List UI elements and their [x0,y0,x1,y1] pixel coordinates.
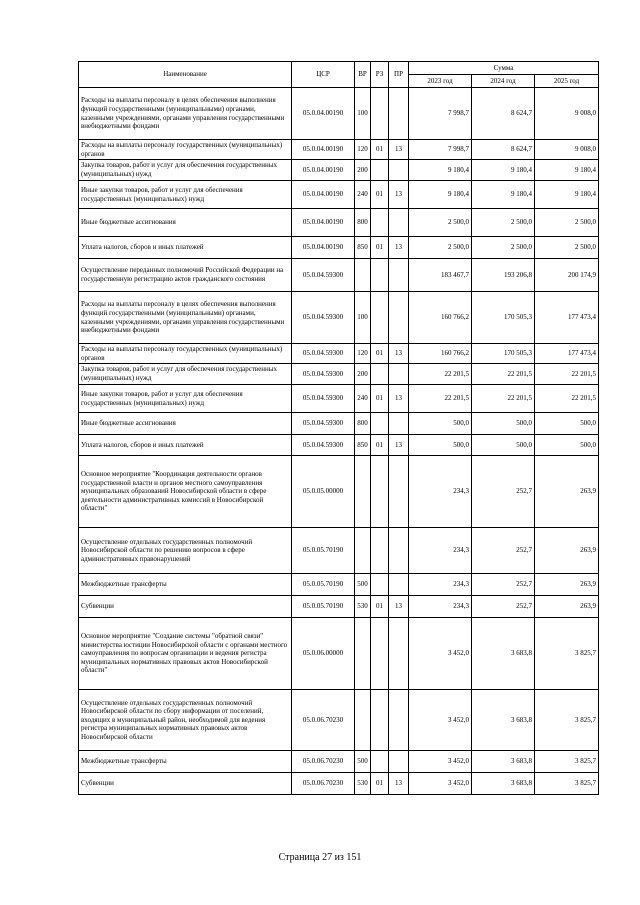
cell-vr: 530 [355,773,371,795]
header-csr: ЦСР [292,62,355,88]
header-sum: Сумма [409,62,599,75]
cell-csr: 05.0.04.00190 [292,181,355,209]
cell-y2023: 234,3 [409,528,472,574]
cell-rz [371,574,389,596]
cell-name: Субвенции [79,773,292,795]
cell-pr [389,364,409,385]
cell-pr [389,528,409,574]
cell-vr: 500 [355,574,371,596]
cell-name: Иные бюджетные ассигнования [79,209,292,237]
cell-csr: 05.0.05.70190 [292,574,355,596]
cell-y2025: 500,0 [535,435,599,456]
cell-y2025: 177 473,4 [535,344,599,364]
cell-pr [389,574,409,596]
cell-vr [355,618,371,690]
cell-name: Иные бюджетные ассигнования [79,413,292,435]
cell-csr: 05.0.05.00000 [292,456,355,528]
cell-csr: 05.0.04.59300 [292,344,355,364]
cell-y2023: 22 201,5 [409,364,472,385]
cell-rz [371,88,389,140]
table-row [79,435,599,456]
cell-y2024: 193 206,8 [472,259,535,292]
cell-y2024: 9 180,4 [472,160,535,181]
cell-rz [371,364,389,385]
cell-name: Осуществление отдельных государственных полномочий Новосибирской области по сбору информации от поселений, входящих в муниципальный район, необходимой для ведения регистра муниципальных нормативных правовых актов Новосибирской области [79,690,292,751]
table-body [79,88,599,795]
cell-y2024: 3 683,8 [472,751,535,773]
cell-y2024: 170 505,3 [472,292,535,344]
cell-y2023: 234,3 [409,596,472,618]
cell-csr: 05.0.04.59300 [292,435,355,456]
page-number: Страница 27 из 151 [278,852,362,863]
cell-pr [389,618,409,690]
cell-vr [355,528,371,574]
cell-name: Осуществление отдельных государственных полномочий Новосибирской области по решению вопросов в сфере административных правонарушений [79,528,292,574]
table-row [79,751,599,773]
cell-name: Основное мероприятие "Координация деятельности органов государственной власти и органов местного самоуправления муниципальных образований Новосибирской области в сфере деятельности административных комиссий в Новосибирской области" [79,456,292,528]
cell-rz [371,292,389,344]
cell-y2025: 9 008,0 [535,140,599,160]
cell-vr: 500 [355,751,371,773]
cell-y2024: 8 624,7 [472,88,535,140]
cell-rz: 01 [371,181,389,209]
cell-csr: 05.0.05.70190 [292,596,355,618]
cell-y2024: 22 201,5 [472,385,535,413]
table-row [79,456,599,528]
cell-vr: 850 [355,435,371,456]
cell-y2023: 3 452,0 [409,690,472,751]
cell-name: Осуществление переданных полномочий Российской Федерации на государственную регистрацию актов гражданского состояния [79,259,292,292]
cell-vr [355,259,371,292]
cell-rz: 01 [371,596,389,618]
table-row [79,385,599,413]
cell-rz: 01 [371,140,389,160]
table-row [79,528,599,574]
header-vr: ВР [355,62,371,88]
cell-pr: 13 [389,773,409,795]
cell-rz [371,209,389,237]
table-row [79,181,599,209]
cell-name: Закупка товаров, работ и услуг для обеспечения государственных (муниципальных) нужд [79,364,292,385]
cell-y2025: 263,9 [535,596,599,618]
cell-y2023: 7 998,7 [409,88,472,140]
table-row [79,292,599,344]
cell-pr [389,160,409,181]
cell-rz [371,751,389,773]
cell-csr: 05.0.06.70230 [292,751,355,773]
cell-vr: 530 [355,596,371,618]
cell-rz [371,528,389,574]
cell-pr [389,456,409,528]
cell-y2025: 500,0 [535,413,599,435]
cell-pr: 13 [389,596,409,618]
cell-rz [371,413,389,435]
cell-csr: 05.0.06.00000 [292,618,355,690]
cell-rz [371,259,389,292]
cell-name: Расходы на выплаты персоналу государственных (муниципальных) органов [79,140,292,160]
cell-name: Расходы на выплаты персоналу государственных (муниципальных) органов [79,344,292,364]
cell-y2024: 252,7 [472,528,535,574]
cell-vr: 240 [355,181,371,209]
cell-vr [355,690,371,751]
cell-name: Межбюджетные трансферты [79,751,292,773]
cell-y2025: 2 500,0 [535,237,599,259]
header-pr: ПР [389,62,409,88]
cell-y2024: 252,7 [472,456,535,528]
table-row [79,88,599,140]
cell-vr [355,456,371,528]
cell-y2023: 160 766,2 [409,344,472,364]
cell-y2023: 3 452,0 [409,618,472,690]
cell-y2025: 3 825,7 [535,773,599,795]
cell-y2024: 2 500,0 [472,209,535,237]
header-name: Наименование [79,62,292,88]
table-row [79,413,599,435]
cell-vr: 200 [355,160,371,181]
table-row [79,344,599,364]
cell-y2025: 9 008,0 [535,88,599,140]
cell-vr: 100 [355,292,371,344]
cell-pr: 13 [389,181,409,209]
cell-y2025: 22 201,5 [535,364,599,385]
header-year-2024: 2024 год [472,75,535,88]
table-row [79,140,599,160]
cell-csr: 05.0.04.59300 [292,413,355,435]
cell-rz [371,456,389,528]
cell-y2025: 177 473,4 [535,292,599,344]
cell-rz: 01 [371,237,389,259]
cell-y2024: 252,7 [472,574,535,596]
cell-pr: 13 [389,385,409,413]
cell-name: Уплата налогов, сборов и иных платежей [79,435,292,456]
cell-y2025: 3 825,7 [535,690,599,751]
cell-y2023: 9 180,4 [409,160,472,181]
cell-y2023: 9 180,4 [409,181,472,209]
cell-y2024: 22 201,5 [472,364,535,385]
cell-rz: 01 [371,773,389,795]
cell-pr [389,209,409,237]
cell-name: Основное мероприятие "Создание системы "обратной связи" министерства юстиции Новосибирской области с органами местного самоуправления по вопросам организации и ведения регистра муниципальных нормативных правовых актов Новосибирской области" [79,618,292,690]
cell-csr: 05.0.04.59300 [292,259,355,292]
cell-name: Иные закупки товаров, работ и услуг для обеспечения государственных (муниципальных) нужд [79,181,292,209]
cell-name: Иные закупки товаров, работ и услуг для обеспечения государственных (муниципальных) нужд [79,385,292,413]
cell-y2025: 200 174,9 [535,259,599,292]
cell-rz [371,690,389,751]
cell-y2023: 500,0 [409,435,472,456]
cell-y2025: 9 180,4 [535,160,599,181]
table-row [79,618,599,690]
table-row [79,690,599,751]
cell-name: Межбюджетные трансферты [79,574,292,596]
cell-pr: 13 [389,344,409,364]
cell-y2024: 252,7 [472,596,535,618]
cell-y2025: 263,9 [535,456,599,528]
cell-vr: 120 [355,140,371,160]
table-row [79,574,599,596]
cell-csr: 05.0.04.59300 [292,385,355,413]
cell-pr [389,413,409,435]
cell-csr: 05.0.04.59300 [292,292,355,344]
cell-y2024: 500,0 [472,435,535,456]
cell-y2023: 500,0 [409,413,472,435]
cell-y2025: 263,9 [535,574,599,596]
cell-pr [389,292,409,344]
cell-vr: 200 [355,364,371,385]
cell-vr: 100 [355,88,371,140]
cell-y2023: 160 766,2 [409,292,472,344]
cell-y2023: 2 500,0 [409,237,472,259]
cell-csr: 05.0.04.00190 [292,209,355,237]
cell-y2023: 234,3 [409,574,472,596]
cell-pr: 13 [389,435,409,456]
cell-pr: 13 [389,140,409,160]
header-year-2025: 2025 год [535,75,599,88]
cell-y2023: 22 201,5 [409,385,472,413]
cell-y2024: 500,0 [472,413,535,435]
cell-csr: 05.0.05.70190 [292,528,355,574]
cell-y2025: 263,9 [535,528,599,574]
header-year-2023: 2023 год [409,75,472,88]
cell-y2023: 3 452,0 [409,751,472,773]
cell-pr [389,259,409,292]
table-row [79,237,599,259]
cell-y2024: 9 180,4 [472,181,535,209]
table-row [79,259,599,292]
cell-y2023: 7 998,7 [409,140,472,160]
budget-table [78,61,599,795]
cell-csr: 05.0.04.00190 [292,140,355,160]
cell-name: Закупка товаров, работ и услуг для обеспечения государственных (муниципальных) нужд [79,160,292,181]
table-row [79,773,599,795]
cell-vr: 120 [355,344,371,364]
cell-rz: 01 [371,385,389,413]
cell-rz [371,160,389,181]
cell-csr: 05.0.04.00190 [292,88,355,140]
cell-pr: 13 [389,237,409,259]
table-row [79,596,599,618]
cell-csr: 05.0.04.00190 [292,237,355,259]
cell-csr: 05.0.06.70230 [292,773,355,795]
cell-y2023: 234,3 [409,456,472,528]
cell-y2024: 3 683,8 [472,690,535,751]
cell-csr: 05.0.04.00190 [292,160,355,181]
table-row [79,160,599,181]
cell-vr: 850 [355,237,371,259]
cell-y2025: 3 825,7 [535,751,599,773]
cell-y2023: 2 500,0 [409,209,472,237]
cell-y2023: 183 467,7 [409,259,472,292]
cell-rz: 01 [371,344,389,364]
cell-y2025: 9 180,4 [535,181,599,209]
cell-y2024: 3 683,8 [472,773,535,795]
cell-vr: 800 [355,413,371,435]
cell-rz [371,618,389,690]
cell-pr [389,751,409,773]
cell-y2025: 3 825,7 [535,618,599,690]
cell-pr [389,88,409,140]
cell-name: Расходы на выплаты персоналу в целях обеспечения выполнения функций государственными (муниципальными) органами, казенными учреждениями, органами управления государственными внебюджетными фондами [79,88,292,140]
cell-name: Уплата налогов, сборов и иных платежей [79,237,292,259]
cell-y2025: 2 500,0 [535,209,599,237]
cell-csr: 05.0.04.59300 [292,364,355,385]
cell-pr [389,690,409,751]
cell-name: Расходы на выплаты персоналу в целях обеспечения выполнения функций государственными (муниципальными) органами, казенными учреждениями, органами управления государственными внебюджетными фондами [79,292,292,344]
cell-y2024: 3 683,8 [472,618,535,690]
cell-y2024: 2 500,0 [472,237,535,259]
cell-y2024: 170 505,3 [472,344,535,364]
cell-y2023: 3 452,0 [409,773,472,795]
cell-vr: 240 [355,385,371,413]
cell-rz: 01 [371,435,389,456]
table-row [79,209,599,237]
cell-y2025: 22 201,5 [535,385,599,413]
table-row [79,364,599,385]
header-rz: РЗ [371,62,389,88]
cell-vr: 800 [355,209,371,237]
cell-y2024: 8 624,7 [472,140,535,160]
cell-csr: 05.0.06.70230 [292,690,355,751]
cell-name: Субвенции [79,596,292,618]
